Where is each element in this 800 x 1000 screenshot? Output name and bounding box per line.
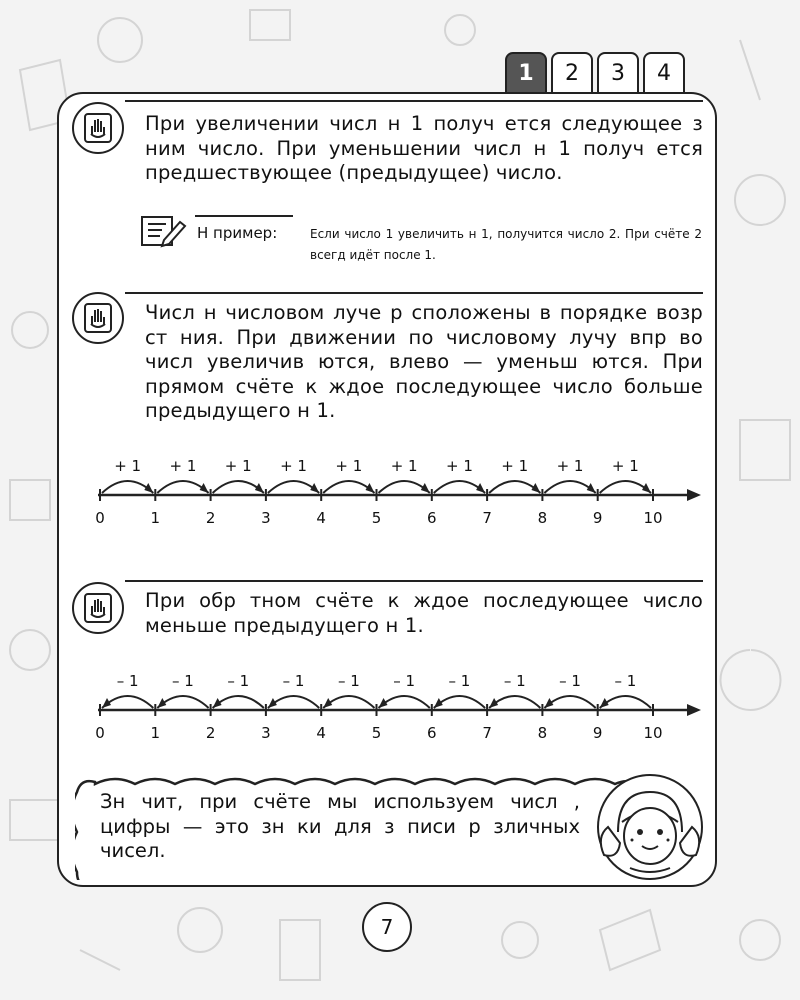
step-arc xyxy=(268,481,319,493)
step-arrowhead xyxy=(544,698,553,708)
girl-character-icon xyxy=(590,772,710,882)
step-arc xyxy=(434,696,485,708)
tick-label: 6 xyxy=(427,724,437,742)
section-tabs xyxy=(505,52,685,94)
step-arrowhead xyxy=(255,483,264,493)
step-label: + 1 xyxy=(611,457,639,475)
number-line-backward xyxy=(90,665,710,745)
step-arrowhead xyxy=(157,698,166,708)
step-arrowhead xyxy=(144,483,153,493)
step-label: – 1 xyxy=(393,672,416,690)
step-label: + 1 xyxy=(501,457,529,475)
step-arc xyxy=(323,481,374,493)
step-arrowhead xyxy=(476,483,485,493)
tick-label: 2 xyxy=(205,509,216,527)
step-arrowhead xyxy=(366,483,375,493)
step-arc xyxy=(600,481,651,493)
tick-label: 9 xyxy=(592,509,603,527)
axis-arrowhead xyxy=(687,704,701,716)
tick-label: 9 xyxy=(592,724,603,742)
step-arc xyxy=(213,481,264,493)
step-arc xyxy=(600,696,651,708)
tick-label: 7 xyxy=(482,724,492,742)
step-arc xyxy=(544,696,595,708)
step-arc xyxy=(102,481,153,493)
step-arrowhead xyxy=(421,483,430,493)
step-label: – 1 xyxy=(503,672,526,690)
step-arc xyxy=(157,696,208,708)
step-arc xyxy=(213,696,264,708)
step-arrowhead xyxy=(531,483,540,493)
step-label: – 1 xyxy=(614,672,637,690)
tab-1[interactable]: 1 xyxy=(505,52,547,94)
page-number: 7 xyxy=(362,902,412,952)
step-arrowhead xyxy=(213,698,222,708)
conclusion-text: Зн чит, при счёте мы используем числ , цифры — это зн ки для з писи р зличных чисел. xyxy=(100,790,580,862)
rule-hand-icon xyxy=(72,102,124,154)
pencil-notebook-icon xyxy=(140,214,188,248)
step-label: + 1 xyxy=(169,457,197,475)
step-label: + 1 xyxy=(114,457,142,475)
tick-label: 5 xyxy=(371,509,382,527)
step-label: – 1 xyxy=(116,672,139,690)
step-label: – 1 xyxy=(337,672,360,690)
rule-2-text: Числ н числовом луче р сположены в порядке возр ст ния. При движении по числовому лучу впр во числ увеличив ются, влево — уменьш ются. При прямом счёте к ждое последующее число больше предыдущего н 1. xyxy=(145,301,703,422)
step-label: – 1 xyxy=(448,672,471,690)
example-rule xyxy=(195,215,293,217)
tick-label: 1 xyxy=(150,724,161,742)
step-arc xyxy=(268,696,319,708)
tick-label: 4 xyxy=(316,724,326,742)
step-arrowhead xyxy=(587,483,596,493)
step-arc xyxy=(157,481,208,493)
tick-label: 4 xyxy=(316,509,326,527)
step-arc xyxy=(323,696,374,708)
tick-label: 0 xyxy=(95,724,105,742)
step-arc xyxy=(434,481,485,493)
tick-label: 0 xyxy=(95,509,105,527)
step-label: – 1 xyxy=(227,672,250,690)
tab-2[interactable]: 2 xyxy=(551,52,593,94)
tab-4[interactable]: 4 xyxy=(643,52,685,94)
step-label: + 1 xyxy=(390,457,418,475)
step-label: + 1 xyxy=(224,457,252,475)
rule-1-text: При увеличении числ н 1 получ ется следующее з ним число. При уменьшении числ н 1 получ ется предшествующее (предыдущее) число. xyxy=(145,112,703,184)
step-label: – 1 xyxy=(559,672,581,690)
tick-label: 8 xyxy=(537,509,548,527)
step-label: – 1 xyxy=(282,672,305,690)
step-label: + 1 xyxy=(280,457,307,475)
tick-label: 3 xyxy=(261,724,271,742)
tick-label: 5 xyxy=(371,724,382,742)
step-arrowhead xyxy=(642,483,651,493)
step-arc xyxy=(489,696,540,708)
rule-hand-icon xyxy=(72,582,124,634)
axis-arrowhead xyxy=(687,489,701,501)
divider xyxy=(125,292,703,294)
step-arrowhead xyxy=(434,698,443,708)
number-line-forward xyxy=(90,450,710,530)
step-label: + 1 xyxy=(335,457,363,475)
rule-3-text: При обр тном счёте к ждое последующее число меньше предыдущего н 1. xyxy=(145,589,703,637)
step-arc xyxy=(489,481,540,493)
step-arc xyxy=(544,481,595,493)
step-arrowhead xyxy=(379,698,388,708)
example-text: Если число 1 увеличить н 1, получится число 2. При счёте 2 всегд идёт после 1. xyxy=(310,227,702,262)
example-label: Н пример: xyxy=(197,224,278,242)
tick-label: 1 xyxy=(150,509,161,527)
step-arrowhead xyxy=(200,483,209,493)
step-arrowhead xyxy=(268,698,277,708)
tick-label: 2 xyxy=(205,724,216,742)
step-arrowhead xyxy=(323,698,332,708)
tick-label: 10 xyxy=(643,724,663,742)
tab-3[interactable]: 3 xyxy=(597,52,639,94)
step-arrowhead xyxy=(102,698,111,708)
tick-label: 3 xyxy=(261,509,271,527)
step-arc xyxy=(102,696,153,708)
step-arc xyxy=(379,696,430,708)
tick-label: 8 xyxy=(537,724,548,742)
divider xyxy=(125,580,703,582)
step-arrowhead xyxy=(600,698,609,708)
step-arrowhead xyxy=(310,483,319,493)
divider xyxy=(125,100,703,102)
step-label: – 1 xyxy=(172,672,194,690)
step-arc xyxy=(379,481,430,493)
step-arrowhead xyxy=(489,698,498,708)
tick-label: 6 xyxy=(427,509,437,527)
rule-hand-icon xyxy=(72,292,124,344)
tick-label: 7 xyxy=(482,509,492,527)
step-label: + 1 xyxy=(446,457,473,475)
step-label: + 1 xyxy=(556,457,584,475)
tick-label: 10 xyxy=(643,509,663,527)
